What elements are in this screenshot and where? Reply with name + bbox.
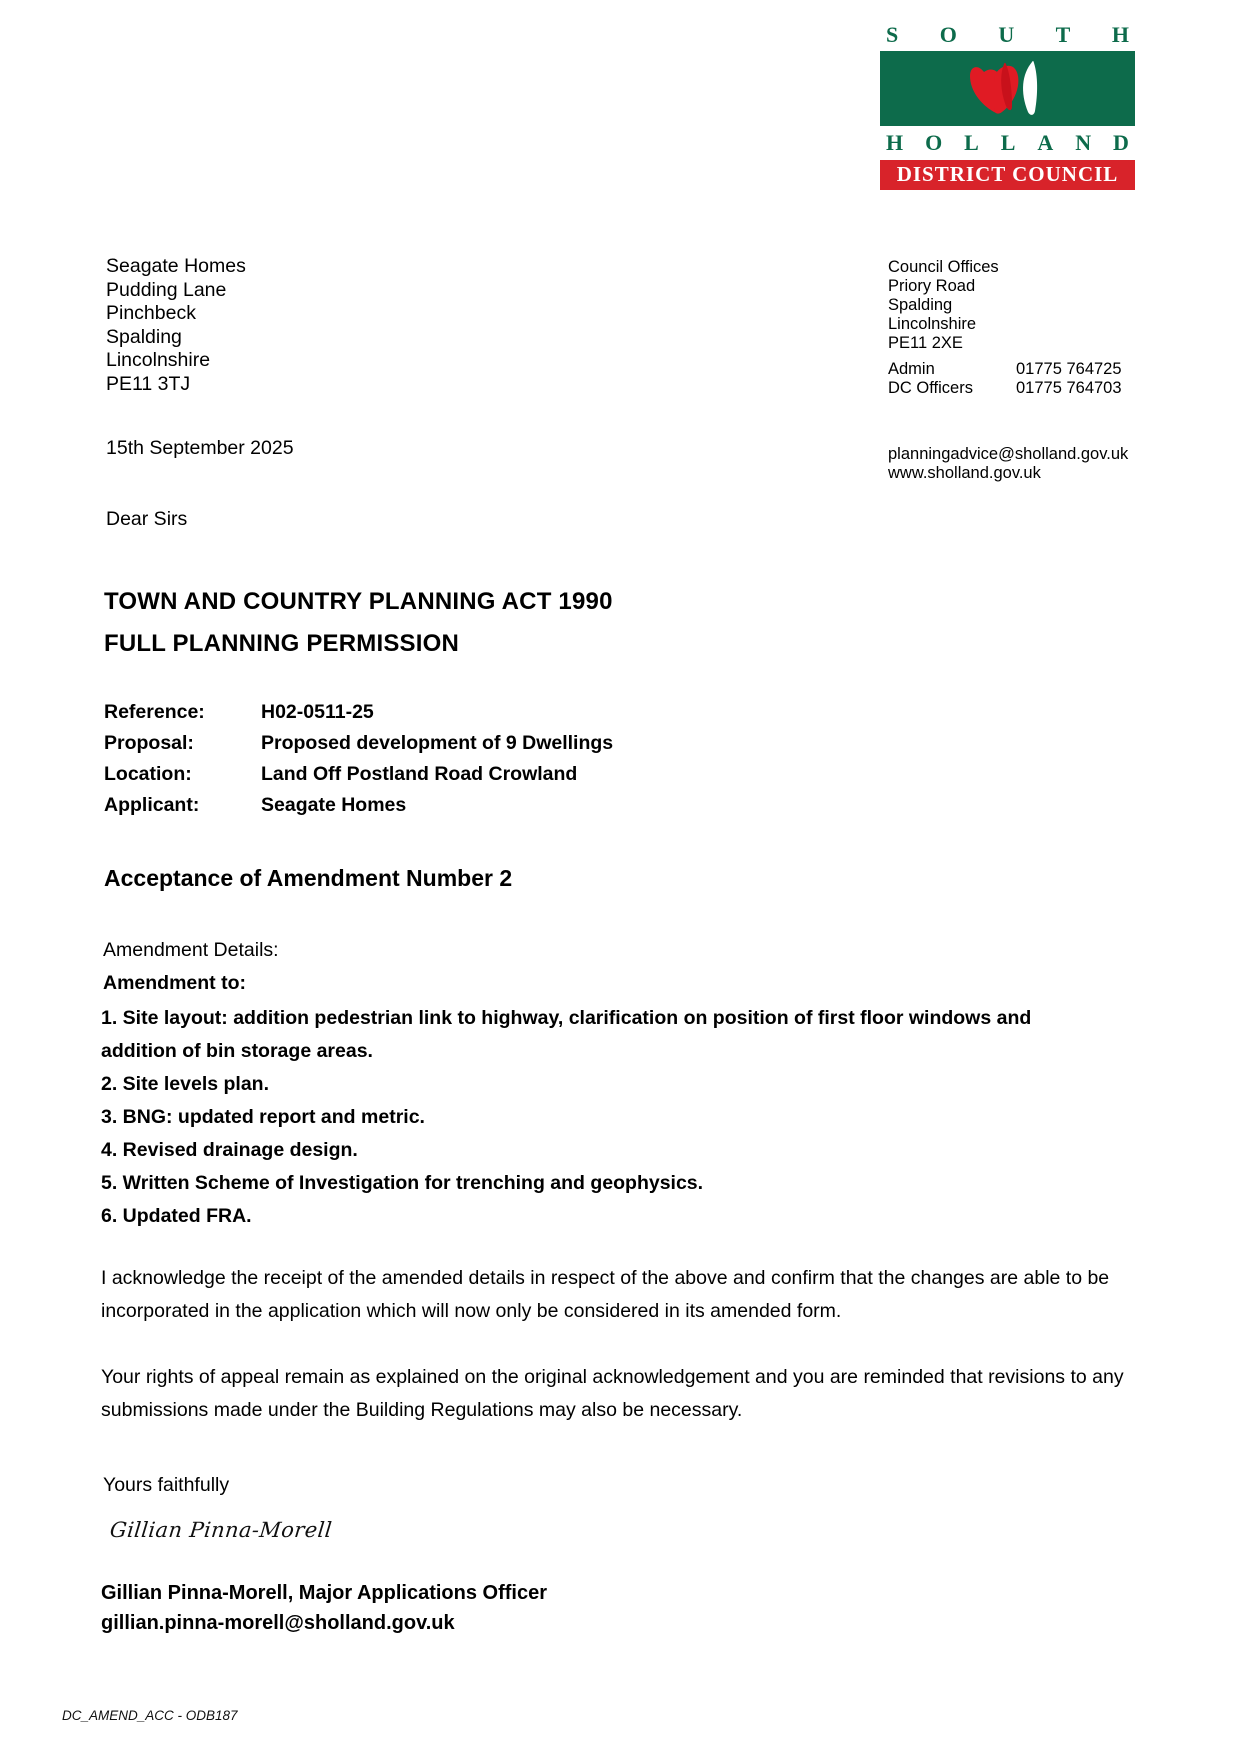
logo-letter: U xyxy=(998,22,1015,47)
salutation: Dear Sirs xyxy=(106,508,188,530)
logo-green-band xyxy=(880,51,1135,126)
tulip-icon xyxy=(948,56,1068,122)
addressee-line: PE11 3TJ xyxy=(106,372,191,395)
phone-row xyxy=(888,360,1122,379)
council-address-line: Council Offices xyxy=(888,258,999,276)
details-value: Seagate Homes xyxy=(261,794,407,816)
details-row xyxy=(104,759,613,790)
details-value: H02-0511-25 xyxy=(261,701,374,723)
logo-letter: L xyxy=(964,130,979,155)
council-logo xyxy=(880,22,1135,190)
letter-date: 15th September 2025 xyxy=(106,437,294,459)
addressee-line: Spalding xyxy=(106,325,182,348)
logo-letter: D xyxy=(1113,130,1129,155)
logo-letter: H xyxy=(886,130,904,155)
details-value: Proposed development of 9 Dwellings xyxy=(261,732,614,754)
application-details xyxy=(104,697,613,821)
details-row xyxy=(104,697,613,728)
details-label: Applicant: xyxy=(104,794,200,816)
logo-letter: S xyxy=(886,22,899,47)
phone-list xyxy=(888,360,1122,398)
signatory-name: Gillian Pinna-Morell, Major Applications Officer xyxy=(101,1582,547,1604)
council-address-line: Spalding xyxy=(888,296,953,314)
logo-word-south xyxy=(880,22,1135,51)
council-address-line: Priory Road xyxy=(888,277,976,295)
amendment-item: 5. Written Scheme of Investigation for trenching and geophysics. xyxy=(101,1172,704,1194)
addressee-line: Pinchbeck xyxy=(106,302,196,324)
signatory-block xyxy=(101,1578,547,1638)
details-row xyxy=(104,790,613,821)
logo-letter: A xyxy=(1037,130,1054,155)
logo-letter: T xyxy=(1055,22,1071,47)
council-address-line: PE11 2XE xyxy=(888,334,963,352)
closing-line: Yours faithfully xyxy=(103,1474,230,1496)
amendment-item: 1. Site layout: addition pedestrian link to highway, clarification on position of first floor windows and addition of bin storage areas. xyxy=(101,1007,1032,1062)
details-label: Proposal: xyxy=(104,732,194,754)
phone-label: DC Officers xyxy=(888,379,973,397)
amendment-item: 6. Updated FRA. xyxy=(101,1205,252,1227)
details-value: Land Off Postland Road Crowland xyxy=(261,763,578,785)
council-address-line: Lincolnshire xyxy=(888,315,977,333)
permission-title: FULL PLANNING PERMISSION xyxy=(104,630,460,657)
amendment-heading: Acceptance of Amendment Number 2 xyxy=(104,865,513,891)
addressee-line: Pudding Lane xyxy=(106,278,227,301)
logo-word-holland xyxy=(880,126,1135,160)
contact-website[interactable]: www.sholland.gov.uk xyxy=(888,464,1041,482)
addressee-block xyxy=(106,255,246,396)
amendment-item: 4. Revised drainage design. xyxy=(101,1139,358,1161)
logo-letter: H xyxy=(1111,22,1129,47)
amendment-to-label: Amendment to: xyxy=(103,972,246,994)
amendment-item: 2. Site levels plan. xyxy=(101,1073,269,1095)
footer-document-code: DC_AMEND_ACC - ODB187 xyxy=(62,1708,238,1723)
body-paragraph-1: I acknowledge the receipt of the amended details in respect of the above and confirm that the changes are able to be incorporated in the application which will now only be considered in its amended form. xyxy=(101,1267,1110,1322)
act-title: TOWN AND COUNTRY PLANNING ACT 1990 xyxy=(104,588,613,615)
details-row xyxy=(104,728,613,759)
amendment-list xyxy=(101,1002,1101,1233)
contact-block xyxy=(888,445,1128,483)
amendment-item: 3. BNG: updated report and metric. xyxy=(101,1106,425,1128)
addressee-line: Lincolnshire xyxy=(106,349,211,371)
addressee-line: Seagate Homes xyxy=(106,255,246,277)
signatory-email[interactable]: gillian.pinna-morell@sholland.gov.uk xyxy=(101,1612,455,1634)
body-paragraph-2: Your rights of appeal remain as explained on the original acknowledgement and you are reminded that revisions to any submissions made under the Building Regulations may also be necessary. xyxy=(101,1366,1124,1421)
logo-letter: N xyxy=(1075,130,1092,155)
logo-letter: O xyxy=(939,22,957,47)
phone-number: 01775 764725 xyxy=(1016,360,1122,378)
details-label: Location: xyxy=(104,763,192,785)
phone-label: Admin xyxy=(888,360,935,378)
phone-number: 01775 764703 xyxy=(1016,379,1122,397)
details-label: Reference: xyxy=(104,701,205,723)
logo-strapline: DISTRICT COUNCIL xyxy=(880,160,1135,190)
logo-letter: O xyxy=(925,130,943,155)
council-address-block xyxy=(888,258,999,353)
logo-letter: L xyxy=(1000,130,1016,155)
amendment-details-label: Amendment Details: xyxy=(103,939,279,961)
phone-row xyxy=(888,379,1122,398)
contact-email[interactable]: planningadvice@sholland.gov.uk xyxy=(888,445,1129,463)
signature-image: Gillian Pinna-Morell xyxy=(108,1518,334,1542)
